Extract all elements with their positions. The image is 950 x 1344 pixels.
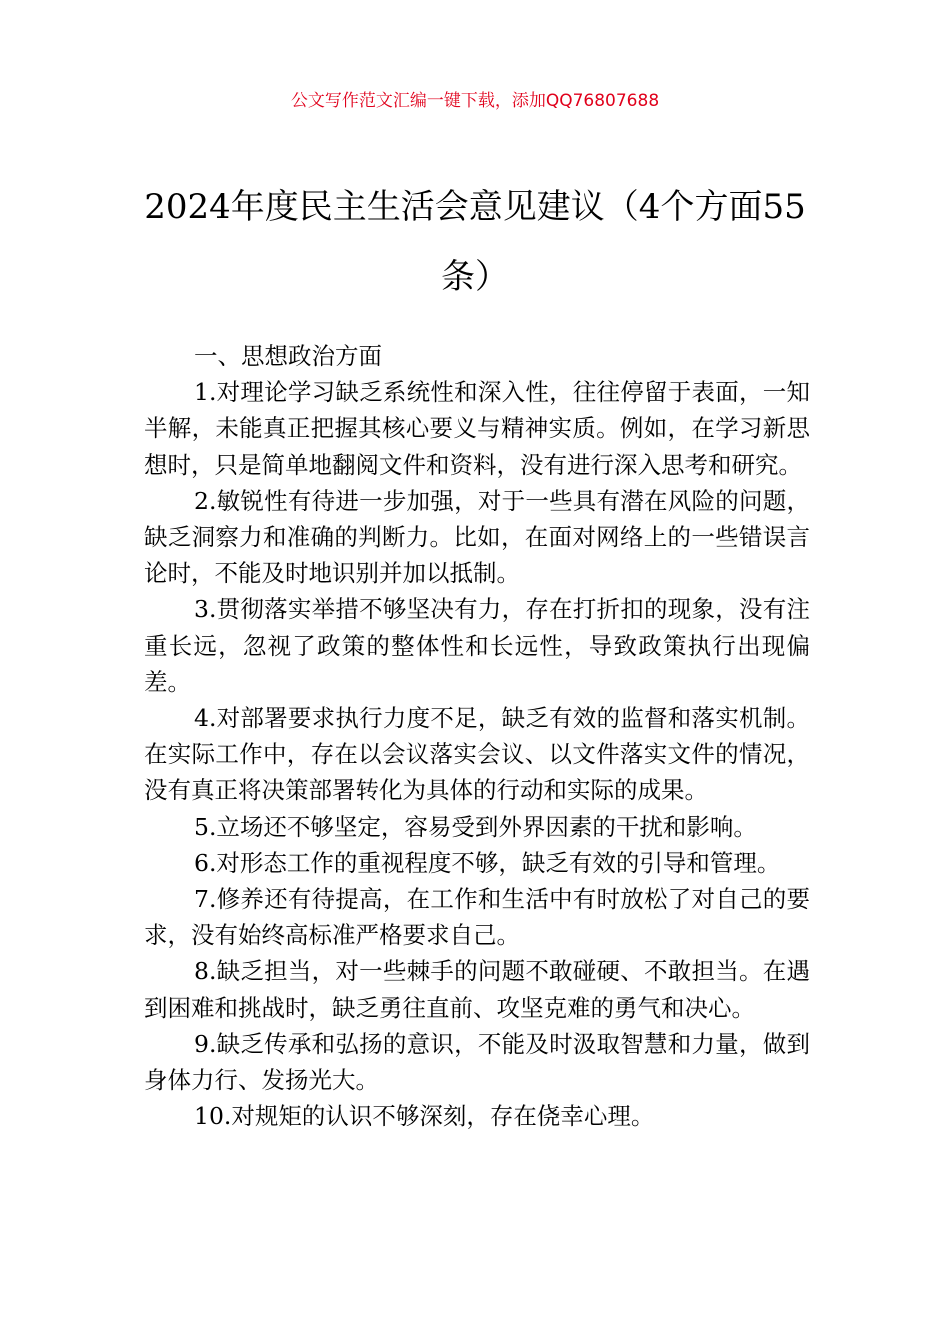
- list-item: 3.贯彻落实举措不够坚决有力，存在打折扣的现象，没有注重长远，忽视了政策的整体性和长远性，导致政策执行出现偏差。: [144, 595, 810, 696]
- list-item: 2.敏锐性有待进一步加强，对于一些具有潜在风险的问题，缺乏洞察力和准确的判断力。比如，在面对网络上的一些错误言论时，不能及时地识别并加以抵制。: [144, 486, 810, 588]
- list-item: 7.修养还有待提高，在工作和生活中有时放松了对自己的要求，没有始终高标准严格要求自己。: [144, 885, 810, 950]
- list-item: 4.对部署要求执行力度不足，缺乏有效的监督和落实机制。在实际工作中，存在以会议落实会议、以文件落实文件的情况，没有真正将决策部署转化为具体的行动和实际的成果。: [144, 704, 810, 805]
- list-item: 6.对形态工作的重视程度不够，缺乏有效的引导和管理。: [194, 848, 781, 877]
- section-heading: 一、思想政治方面: [194, 342, 382, 370]
- list-item: 10.对规矩的认识不够深刻，存在侥幸心理。: [194, 1102, 655, 1131]
- download-notice: 公文写作范文汇编一键下载，添加QQ76807688: [290, 91, 660, 111]
- list-item: 5.立场还不够坚定，容易受到外界因素的干扰和影响。: [194, 812, 757, 841]
- document-title: 2024年度民主生活会意见建议（4个方面55条）: [144, 187, 806, 297]
- list-item: 1.对理论学习缺乏系统性和深入性，往往停留于表面，一知半解，未能真正把握其核心要义与精神实质。例如，在学习新思想时，只是简单地翻阅文件和资料，没有进行深入思考和研究。: [144, 378, 810, 479]
- list-item: 9.缺乏传承和弘扬的意识，不能及时汲取智慧和力量，做到身体力行、发扬光大。: [144, 1029, 810, 1095]
- document-body: [144, 338, 810, 1134]
- list-item: 8.缺乏担当，对一些棘手的问题不敢碰硬、不敢担当。在遇到困难和挑战时，缺乏勇往直前、攻坚克难的勇气和决心。: [144, 957, 810, 1022]
